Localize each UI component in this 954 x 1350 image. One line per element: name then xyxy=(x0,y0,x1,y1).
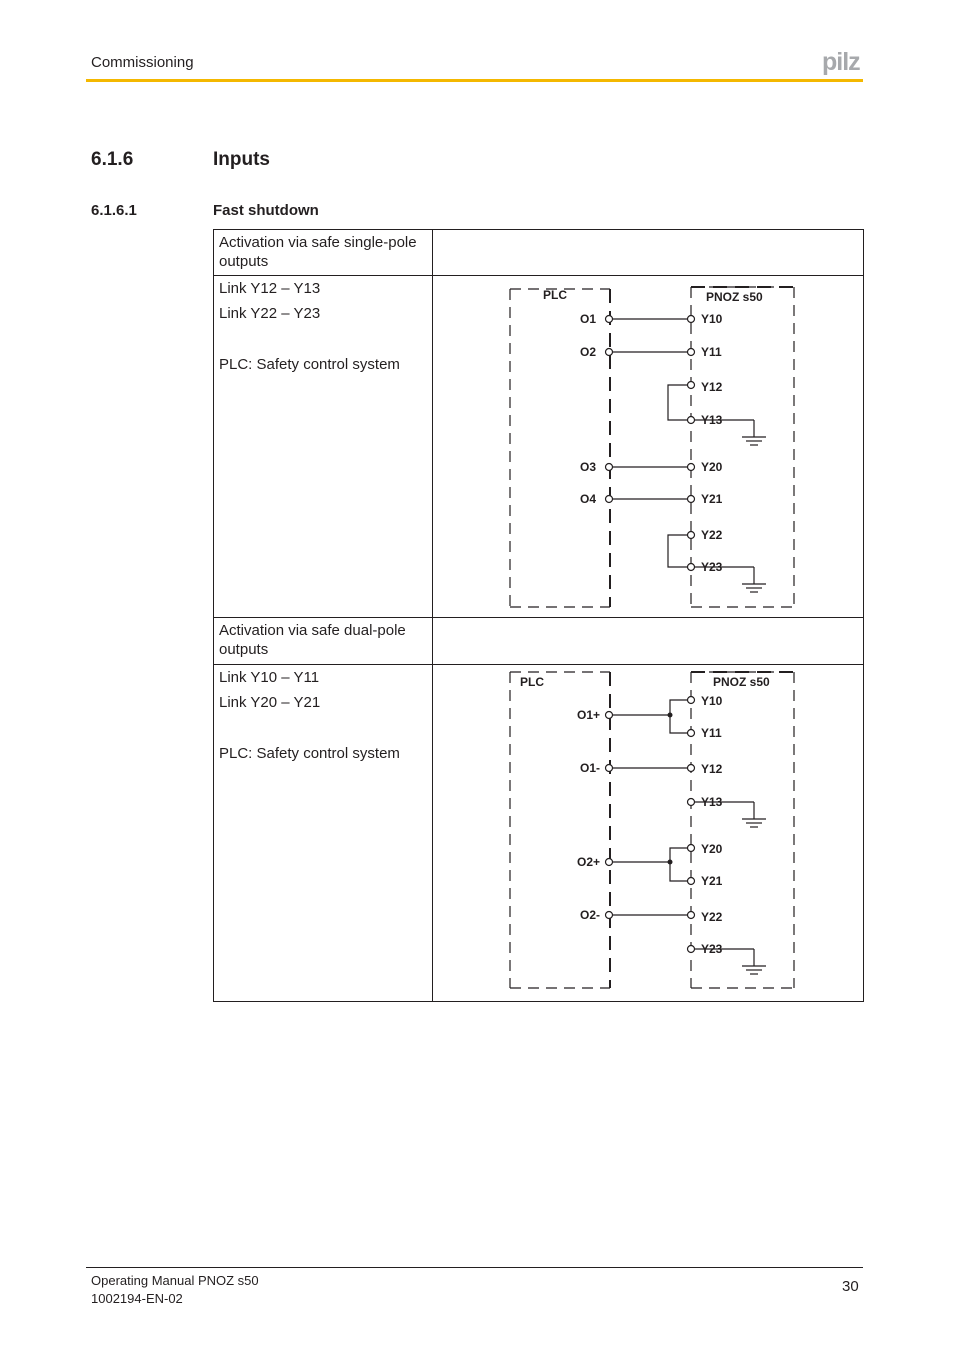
dual-pole-wiring-diagram xyxy=(438,668,858,993)
output-o4: O4 xyxy=(579,492,596,506)
diagram1-cell xyxy=(433,276,864,618)
row2-link-2: Link Y22 – Y23 xyxy=(219,305,321,322)
terminal-y11: Y11 xyxy=(701,726,722,740)
row2-link-1: Link Y12 – Y13 xyxy=(219,280,321,297)
terminal-y23: Y23 xyxy=(701,942,723,956)
pnoz-label: PNOZ s50 xyxy=(706,290,763,304)
row4-link-2: Link Y20 – Y21 xyxy=(219,694,321,711)
plc-box xyxy=(510,289,610,607)
output-o1-plus: O1+ xyxy=(576,708,600,722)
terminal-y21: Y21 xyxy=(701,492,723,506)
output-o3: O3 xyxy=(579,460,596,474)
terminal-y22: Y22 xyxy=(701,910,723,924)
row1-description: Activation via safe single-pole outputs xyxy=(214,230,433,276)
terminal-y11: Y11 xyxy=(701,345,722,359)
footer-doc-number: 1002194-EN-02 xyxy=(91,1291,183,1306)
terminal-y13: Y13 xyxy=(701,795,723,809)
diagram2-cell xyxy=(433,665,864,1002)
terminal-y23: Y23 xyxy=(701,560,723,574)
section-title: Inputs xyxy=(213,149,270,170)
terminal-y10: Y10 xyxy=(701,312,723,326)
row4-link-1: Link Y10 – Y11 xyxy=(219,669,320,686)
pilz-logo: pilz xyxy=(822,48,860,76)
footer-rule xyxy=(86,1267,863,1268)
output-o1-minus: O1- xyxy=(579,761,600,775)
page-number: 30 xyxy=(842,1278,859,1295)
terminal-y12: Y12 xyxy=(701,380,723,394)
pnoz-box xyxy=(691,287,794,607)
output-o2: O2 xyxy=(579,345,596,359)
terminal-y21: Y21 xyxy=(701,874,723,888)
plc-label: PLC xyxy=(543,288,567,302)
row4-description xyxy=(214,665,433,1002)
output-o1: O1 xyxy=(579,312,596,326)
row3-description: Activation via safe dual-pole outputs xyxy=(214,618,433,665)
single-pole-wiring-diagram xyxy=(438,279,858,609)
row4-plc-note: PLC: Safety control system xyxy=(219,745,400,762)
header-title: Commissioning xyxy=(91,54,194,71)
terminal-y13: Y13 xyxy=(701,413,723,427)
row2-description xyxy=(214,276,433,618)
pnoz-label: PNOZ s50 xyxy=(713,675,770,689)
pnoz-box xyxy=(691,672,794,988)
row3-empty-cell xyxy=(433,618,864,665)
terminal-y20: Y20 xyxy=(701,842,723,856)
footer-manual-title: Operating Manual PNOZ s50 xyxy=(91,1273,259,1288)
subsection-title: Fast shutdown xyxy=(213,202,319,219)
terminal-y22: Y22 xyxy=(701,528,723,542)
output-o2-plus: O2+ xyxy=(576,855,600,869)
terminal-y12: Y12 xyxy=(701,762,723,776)
row1-empty-cell xyxy=(433,230,864,276)
subsection-number: 6.1.6.1 xyxy=(91,202,137,219)
plc-label: PLC xyxy=(520,675,544,689)
header-rule xyxy=(86,79,863,82)
row2-plc-note: PLC: Safety control system xyxy=(219,356,400,373)
output-o2-minus: O2- xyxy=(579,908,600,922)
terminal-y20: Y20 xyxy=(701,460,723,474)
wiring-table xyxy=(213,229,864,1002)
terminal-y10: Y10 xyxy=(701,694,723,708)
section-number: 6.1.6 xyxy=(91,149,134,170)
